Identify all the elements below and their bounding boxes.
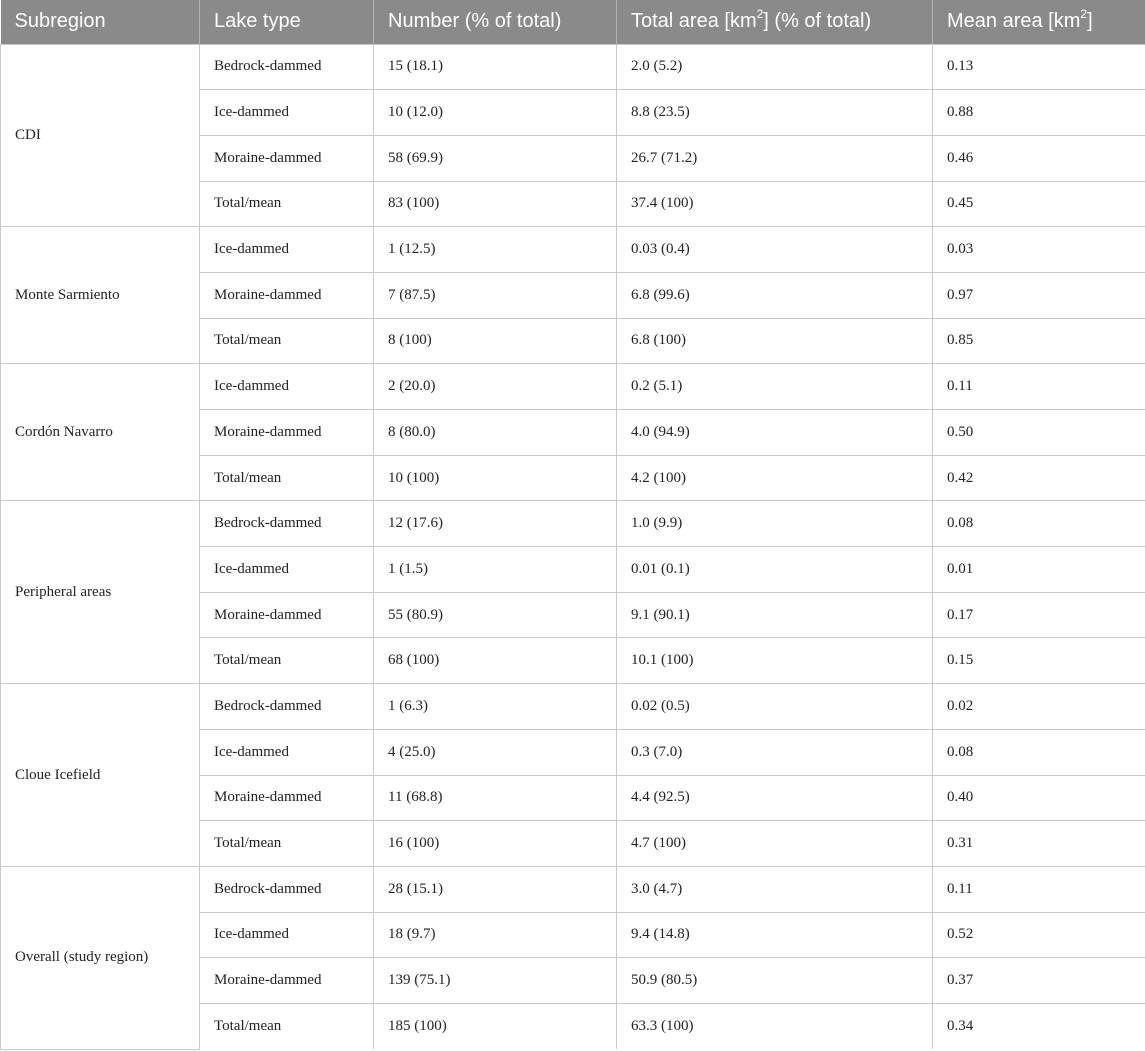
lake-type-cell: Bedrock-dammed xyxy=(200,44,374,90)
total-area-cell: 0.02 (0.5) xyxy=(617,684,933,730)
header-mean-area-text: Mean area [km xyxy=(947,10,1081,33)
header-lake-type: Lake type xyxy=(200,0,374,44)
header-subregion: Subregion xyxy=(1,0,200,44)
total-area-cell: 4.4 (92.5) xyxy=(617,775,933,821)
table-row xyxy=(1,866,1145,912)
total-area-cell: 50.9 (80.5) xyxy=(617,958,933,1004)
subregion-cell: CDI xyxy=(1,44,200,227)
lake-type-cell: Ice-dammed xyxy=(200,364,374,410)
lake-type-cell: Ice-dammed xyxy=(200,912,374,958)
lake-type-cell: Total/mean xyxy=(200,181,374,227)
lake-type-cell: Total/mean xyxy=(200,1003,374,1049)
mean-area-cell: 0.42 xyxy=(933,455,1145,501)
mean-area-cell: 0.88 xyxy=(933,90,1145,136)
table-row xyxy=(1,684,1145,730)
lake-type-cell: Moraine-dammed xyxy=(200,135,374,181)
total-area-cell: 6.8 (99.6) xyxy=(617,272,933,318)
header-mean-area xyxy=(933,0,1145,44)
total-area-cell: 26.7 (71.2) xyxy=(617,135,933,181)
lake-type-cell: Moraine-dammed xyxy=(200,592,374,638)
total-area-cell: 0.2 (5.1) xyxy=(617,364,933,410)
number-cell: 8 (80.0) xyxy=(374,410,617,456)
table-row xyxy=(1,227,1145,273)
mean-area-cell: 0.97 xyxy=(933,272,1145,318)
mean-area-cell: 0.01 xyxy=(933,547,1145,593)
mean-area-cell: 0.50 xyxy=(933,410,1145,456)
subregion-cell: Cloue Icefield xyxy=(1,684,200,867)
header-number: Number (% of total) xyxy=(374,0,617,44)
subregion-cell: Peripheral areas xyxy=(1,501,200,684)
header-mean-area-sup: 2 xyxy=(1080,6,1088,21)
number-cell: 1 (1.5) xyxy=(374,547,617,593)
number-cell: 18 (9.7) xyxy=(374,912,617,958)
number-cell: 16 (100) xyxy=(374,821,617,867)
mean-area-cell: 0.03 xyxy=(933,227,1145,273)
total-area-cell: 63.3 (100) xyxy=(617,1003,933,1049)
subregion-cell: Monte Sarmiento xyxy=(1,227,200,364)
mean-area-cell: 0.13 xyxy=(933,44,1145,90)
mean-area-cell: 0.08 xyxy=(933,729,1145,775)
total-area-cell: 37.4 (100) xyxy=(617,181,933,227)
mean-area-cell: 0.02 xyxy=(933,684,1145,730)
total-area-cell: 1.0 (9.9) xyxy=(617,501,933,547)
table-row xyxy=(1,364,1145,410)
number-cell: 10 (12.0) xyxy=(374,90,617,136)
mean-area-cell: 0.45 xyxy=(933,181,1145,227)
number-cell: 10 (100) xyxy=(374,455,617,501)
total-area-cell: 9.1 (90.1) xyxy=(617,592,933,638)
total-area-cell: 4.7 (100) xyxy=(617,821,933,867)
lake-type-cell: Total/mean xyxy=(200,821,374,867)
total-area-cell: 8.8 (23.5) xyxy=(617,90,933,136)
lake-type-cell: Bedrock-dammed xyxy=(200,866,374,912)
header-total-area-text: Total area [km xyxy=(631,10,757,33)
mean-area-cell: 0.85 xyxy=(933,318,1145,364)
subregion-cell: Cordón Navarro xyxy=(1,364,200,501)
total-area-cell: 2.0 (5.2) xyxy=(617,44,933,90)
lake-type-cell: Moraine-dammed xyxy=(200,410,374,456)
mean-area-cell: 0.40 xyxy=(933,775,1145,821)
number-cell: 8 (100) xyxy=(374,318,617,364)
number-cell: 139 (75.1) xyxy=(374,958,617,1004)
number-cell: 15 (18.1) xyxy=(374,44,617,90)
total-area-cell: 3.0 (4.7) xyxy=(617,866,933,912)
mean-area-cell: 0.08 xyxy=(933,501,1145,547)
mean-area-cell: 0.34 xyxy=(933,1003,1145,1049)
lake-type-cell: Bedrock-dammed xyxy=(200,501,374,547)
mean-area-cell: 0.11 xyxy=(933,364,1145,410)
mean-area-cell: 0.17 xyxy=(933,592,1145,638)
mean-area-cell: 0.11 xyxy=(933,866,1145,912)
lake-type-cell: Total/mean xyxy=(200,638,374,684)
table-row xyxy=(1,501,1145,547)
table-header xyxy=(1,0,1145,44)
number-cell: 68 (100) xyxy=(374,638,617,684)
number-cell: 58 (69.9) xyxy=(374,135,617,181)
mean-area-cell: 0.52 xyxy=(933,912,1145,958)
header-mean-area-text-end: ] xyxy=(1087,10,1093,33)
total-area-cell: 6.8 (100) xyxy=(617,318,933,364)
number-cell: 1 (12.5) xyxy=(374,227,617,273)
mean-area-cell: 0.15 xyxy=(933,638,1145,684)
total-area-cell: 0.01 (0.1) xyxy=(617,547,933,593)
lake-type-cell: Ice-dammed xyxy=(200,547,374,593)
number-cell: 11 (68.8) xyxy=(374,775,617,821)
number-cell: 83 (100) xyxy=(374,181,617,227)
table-body xyxy=(1,44,1145,1049)
total-area-cell: 0.3 (7.0) xyxy=(617,729,933,775)
table-row xyxy=(1,44,1145,90)
total-area-cell: 10.1 (100) xyxy=(617,638,933,684)
lake-type-cell: Total/mean xyxy=(200,318,374,364)
lake-type-cell: Moraine-dammed xyxy=(200,272,374,318)
number-cell: 2 (20.0) xyxy=(374,364,617,410)
number-cell: 28 (15.1) xyxy=(374,866,617,912)
lake-type-cell: Bedrock-dammed xyxy=(200,684,374,730)
lake-type-cell: Ice-dammed xyxy=(200,90,374,136)
lake-type-cell: Total/mean xyxy=(200,455,374,501)
total-area-cell: 0.03 (0.4) xyxy=(617,227,933,273)
lake-type-cell: Ice-dammed xyxy=(200,227,374,273)
number-cell: 7 (87.5) xyxy=(374,272,617,318)
total-area-cell: 4.0 (94.9) xyxy=(617,410,933,456)
header-row xyxy=(1,0,1145,44)
number-cell: 4 (25.0) xyxy=(374,729,617,775)
lake-type-cell: Moraine-dammed xyxy=(200,775,374,821)
mean-area-cell: 0.31 xyxy=(933,821,1145,867)
total-area-cell: 4.2 (100) xyxy=(617,455,933,501)
header-total-area xyxy=(617,0,933,44)
header-total-area-text-end: ] (% of total) xyxy=(763,10,872,33)
number-cell: 12 (17.6) xyxy=(374,501,617,547)
number-cell: 55 (80.9) xyxy=(374,592,617,638)
subregion-cell: Overall (study region) xyxy=(1,866,200,1049)
mean-area-cell: 0.37 xyxy=(933,958,1145,1004)
mean-area-cell: 0.46 xyxy=(933,135,1145,181)
number-cell: 1 (6.3) xyxy=(374,684,617,730)
header-total-area-sup: 2 xyxy=(756,6,764,21)
lake-type-cell: Ice-dammed xyxy=(200,729,374,775)
lake-type-cell: Moraine-dammed xyxy=(200,958,374,1004)
total-area-cell: 9.4 (14.8) xyxy=(617,912,933,958)
number-cell: 185 (100) xyxy=(374,1003,617,1049)
